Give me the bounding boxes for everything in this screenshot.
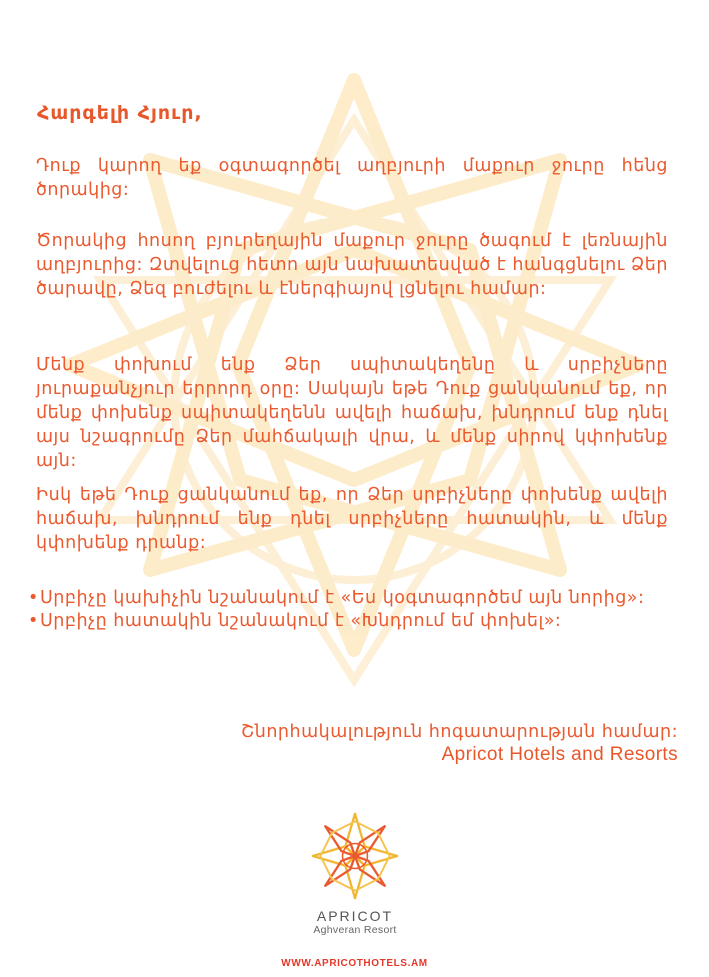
paragraph-linen-change: Մենք փոխում ենք Ձեր սպիտակեղենը և սրբիչները յուրաքանչյուր երրորդ օրը: Սակայն եթե Դուք ցանկանում եք, որ մենք փոխենք սպիտակեղենն ավելի հաճախ, խնդրում ենք դնել այս նշագրումը Ձեր մահճակալի վրա, և մենք սիրով կփոխենք այն: [36,355,668,471]
brand-logo [270,808,440,936]
closing-thanks: Շնորհակալություն հոգատարության համար: [240,722,678,742]
paragraph-spring-water: Դուք կարող եք օգտագործել աղբյուրի մաքուր ջուրը հենց ծորակից: [36,156,668,200]
paragraph-towel-change: Իսկ եթե Դուք ցանկանում եք, որ Ձեր սրբիչները փոխենք ավելի հաճախ, խնդրում ենք դնել սրբիչները հատակին, և մենք կփոխենք դրանք: [36,485,668,553]
bullet-dot-icon: • [28,611,39,631]
salutation: Հարգելի Հյուր, [37,102,203,124]
bullet-dot-icon: • [28,588,39,608]
list-item [28,587,644,610]
list-item-text: Սրբիչը հատակին նշանակում է «Խնդրում եմ փոխել»: [40,611,562,631]
list-item-text: Սրբիչը կախիչին նշանակում է «Ես կօգտագործեմ այն նորից»: [40,588,645,608]
towel-instructions-list [28,587,644,633]
apricot-sun-star-icon [307,808,403,904]
brand-name: APRICOT [316,908,394,924]
signature: Apricot Hotels and Resorts [441,744,678,765]
list-item [28,610,644,633]
website-link[interactable]: WWW.APRICOTHOTELS.AM [281,958,428,969]
brand-subtitle: Aghveran Resort [313,924,397,936]
paragraph-mountain-spring: Ծորակից հոսող բյուրեղային մաքուր ջուրը ծագում է լեռնային աղբյուրից: Զտվելուց հետո այն նախատեսված է հանգցնելու Ձեր ծարավը, Ձեզ բուժելու և էներգիայով լցնելու համար: [36,231,668,299]
